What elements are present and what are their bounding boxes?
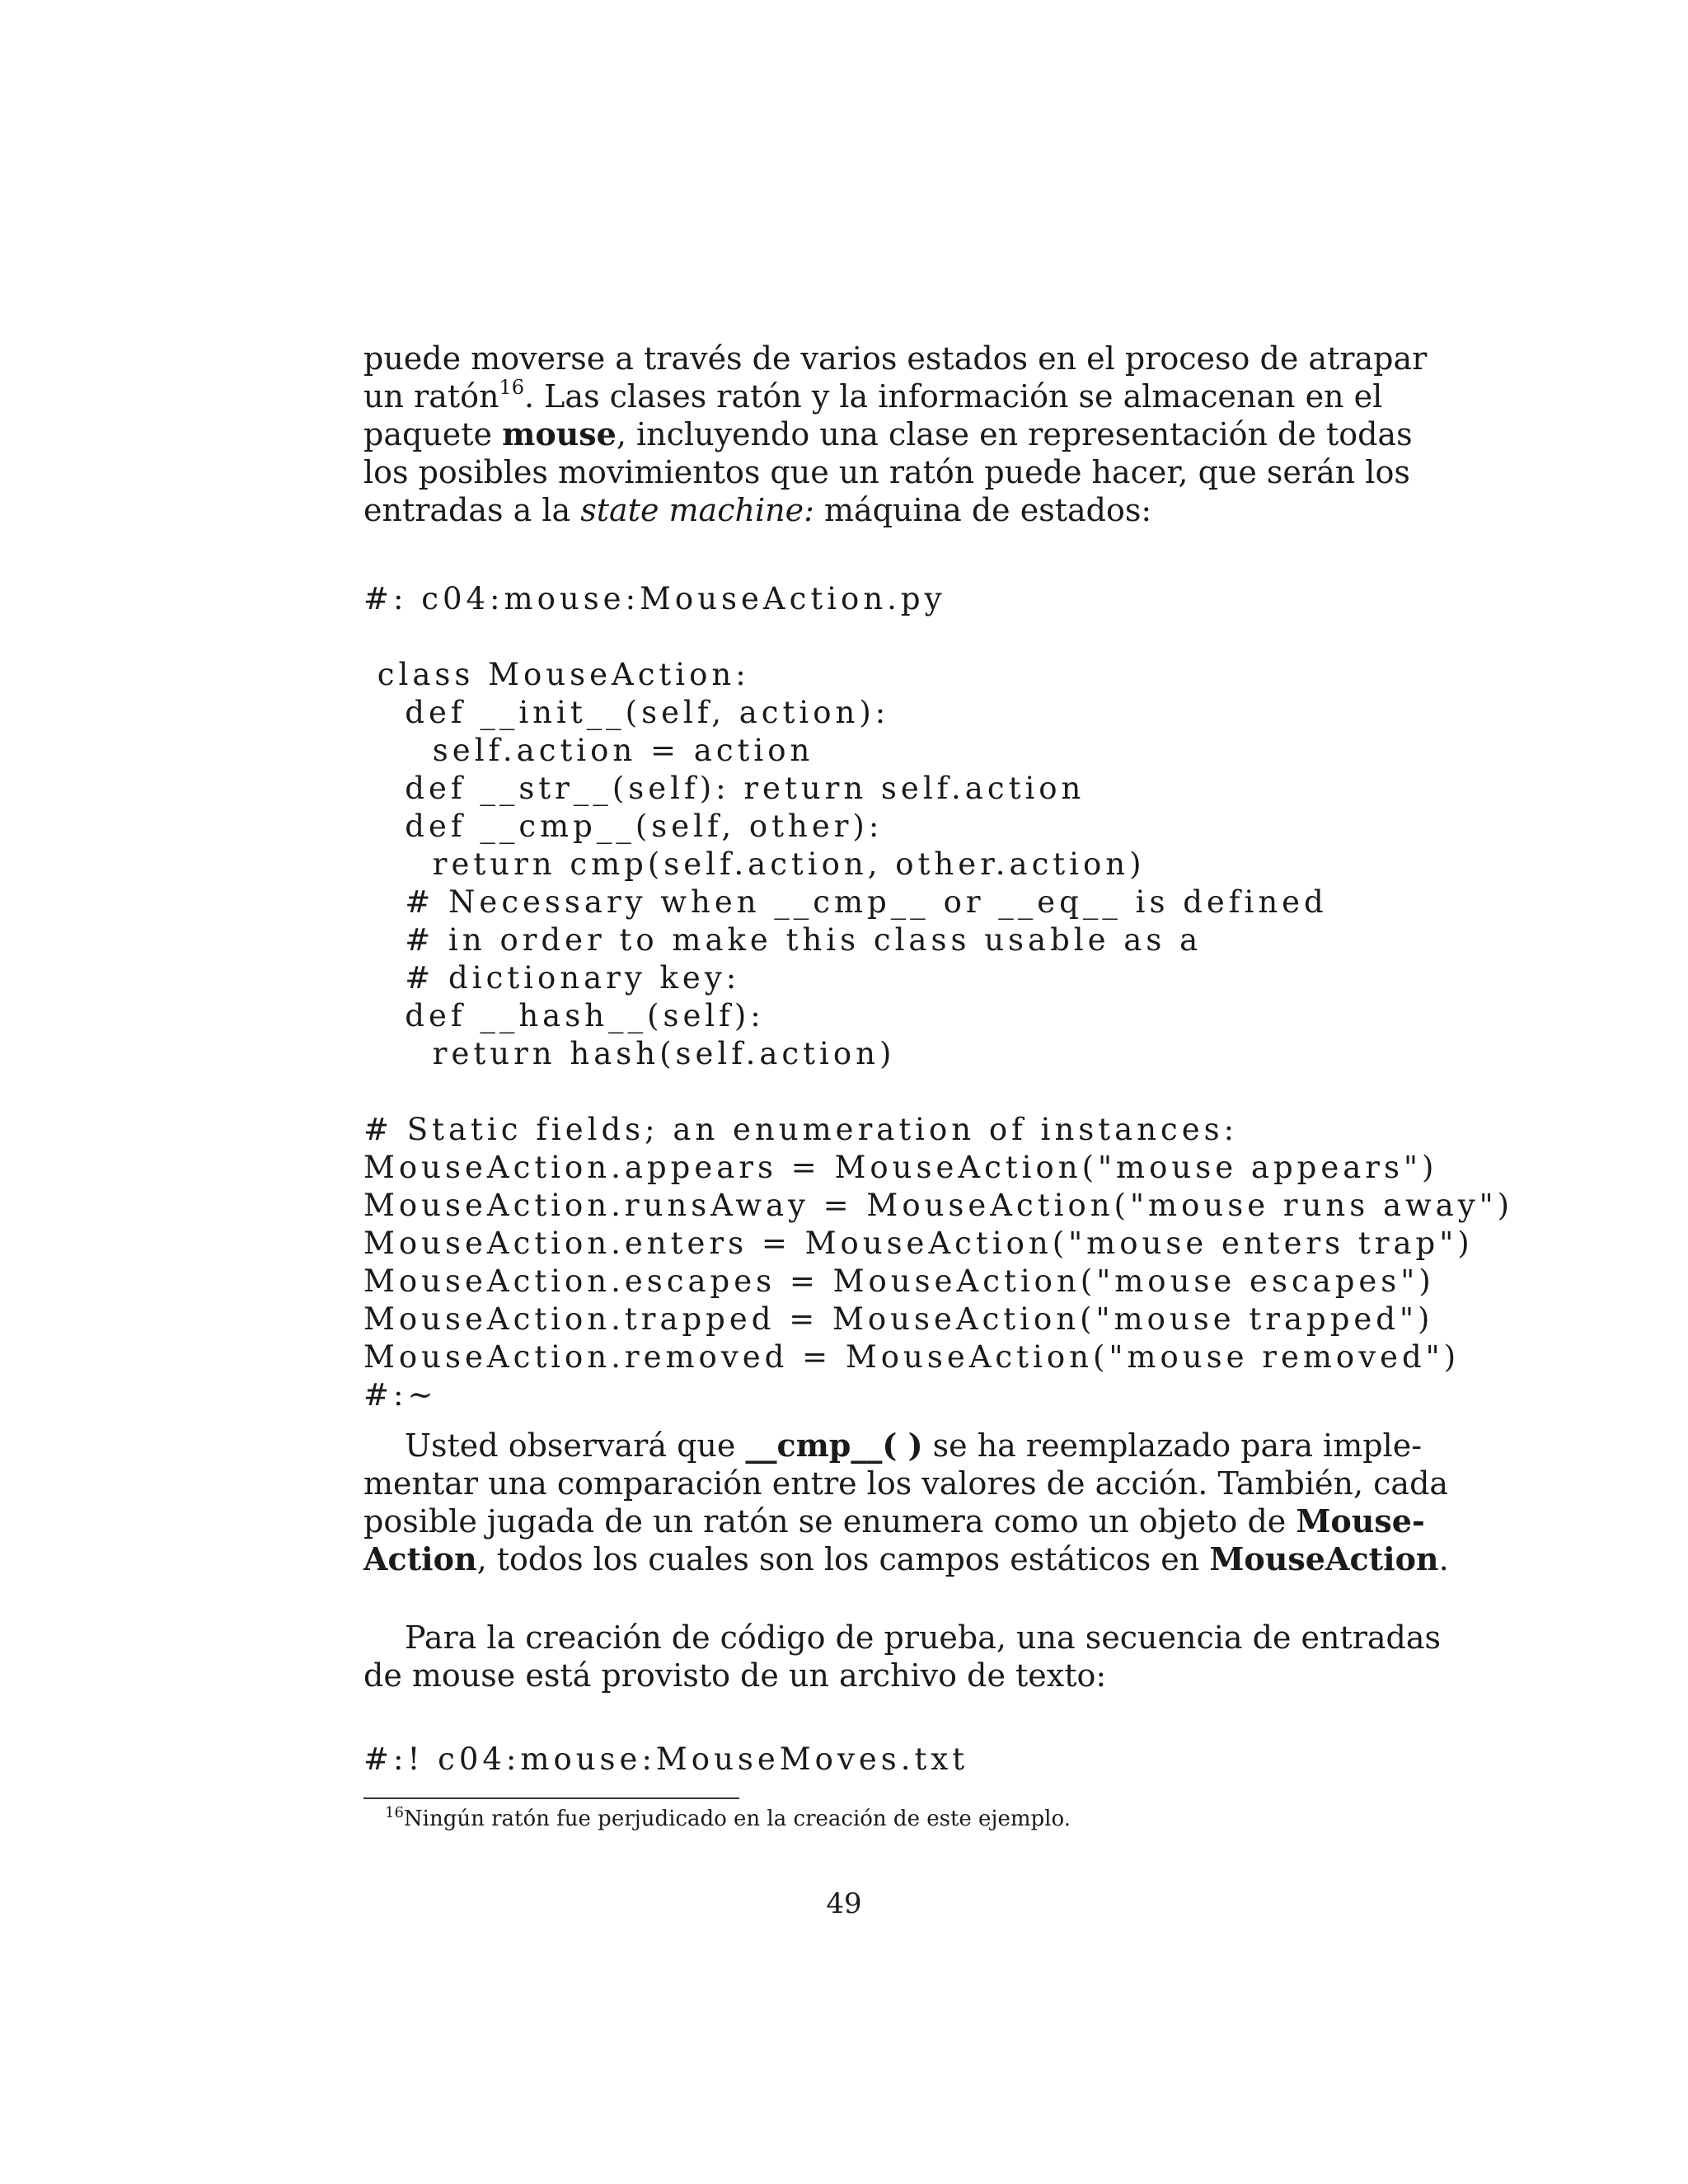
bold-term: Mouse- [1296,1502,1425,1540]
text-line [363,491,1298,529]
footnote-number: 16 [385,1804,404,1821]
bold-term: mouse [502,415,617,452]
text-fragment: posible jugada de un ratón se enumera como un objeto de [363,1503,1296,1540]
paragraph-intro [363,340,1428,529]
text-fragment: , incluyendo una clase en representación de todas [616,416,1413,452]
italic-term: state machine: [580,492,814,528]
code-listing-mouse-moves: #:! c04:mouse:MouseMoves.txt [363,1741,969,1777]
text-fragment: , todos los cuales son los campos estáticos en [476,1541,1210,1577]
text-line: puede moverse a través de varios estados en el proceso de atrapar [363,340,1428,377]
bold-term: __cmp__( ) [745,1427,923,1464]
text-line: Para la creación de código de prueba, una secuencia de entradas [405,1619,1442,1656]
text-fragment: se ha reemplazado para imple- [922,1427,1423,1464]
bold-term: MouseAction [1209,1540,1439,1577]
text-line: los posibles movimientos que un ratón puede hacer, que serán los [363,454,1410,490]
code-listing-mouse-action: #: c04:mouse:MouseAction.py class MouseAction: def __init__(self, action): self.action = action def __str__(self): return self.action def __cmp__(self, other): return cmp(self.action, other.action) # Necessary when __cmp__ or __eq__ is defined # in order to make this class usable as a # dictionary key: def __hash__(self): return hash(self.action) # Static fields; an enumeration of instances: MouseAction.appears = MouseAction("mouse appears") MouseAction.runsAway = MouseAction("mouse runs away") MouseAction.enters = MouseAction("mouse enters trap") MouseAction.escapes = MouseAction("mouse escapes") MouseAction.trapped = MouseAction("mouse trapped") MouseAction.removed = MouseAction("mouse removed") #:~ [363,581,1514,1413]
text-fragment: un ratón [363,378,499,415]
text-line [363,1540,1449,1578]
text-fragment: . Las clases ratón y la información se almacenan en el [524,378,1383,415]
text-fragment: . [1438,1541,1449,1577]
text-line [363,376,1383,415]
page-number: 49 [826,1887,862,1920]
text-line: mentar una comparación entre los valores de acción. También, cada [363,1465,1449,1502]
paragraph-cmp-explanation [363,1427,1449,1578]
bold-term: Action [363,1540,477,1577]
text-fragment: entradas a la [363,492,581,528]
text-fragment: máquina de estados: [814,492,1152,528]
text-line [363,1427,1423,1465]
text-line [363,1502,1425,1540]
footnote-separator [363,1797,739,1799]
paragraph-test-input [363,1619,1442,1694]
footnote-text: Ningún ratón fue perjudicado en la creación de este ejemplo. [403,1807,1071,1831]
text-line: de mouse está provisto de un archivo de texto: [363,1657,1107,1694]
text-fragment: Usted observará que [405,1427,746,1464]
text-fragment: paquete [363,416,503,452]
text-line [363,415,1413,453]
footnote-reference: 16 [499,376,525,399]
footnote [385,1805,1071,1833]
